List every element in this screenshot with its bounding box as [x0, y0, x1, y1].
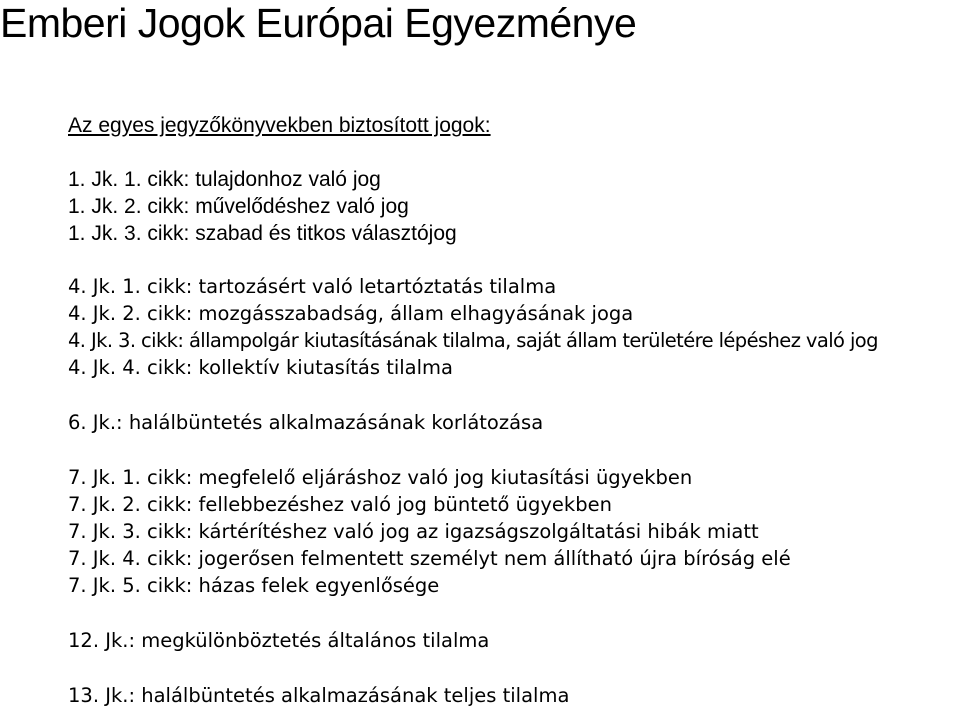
protocol-13-list	[68, 682, 569, 709]
list-item: 4. Jk. 3. cikk: állampolgár kiutasításának tilalma, saját állam területére lépéshez való jog	[68, 329, 878, 352]
list-item: 13. Jk.: halálbüntetés alkalmazásának teljes tilalma	[68, 684, 570, 707]
list-item: 1. Jk. 1. cikk: tulajdonhoz való jog	[68, 168, 381, 191]
list-item: 7. Jk. 3. cikk: kártérítéshez való jog az igazságszolgáltatási hibák miatt	[68, 520, 759, 543]
list-item: 7. Jk. 4. cikk: jogerősen felmentett személyt nem állítható újra bíróság elé	[68, 547, 791, 570]
list-item: 7. Jk. 2. cikk: fellebbezéshez való jog büntető ügyekben	[68, 493, 612, 516]
list-item: 12. Jk.: megkülönböztetés általános tilalma	[68, 629, 490, 652]
protocol-1-list	[68, 166, 457, 247]
list-item: 4. Jk. 1. cikk: tartozásért való letartóztatás tilalma	[68, 275, 557, 298]
list-item: 7. Jk. 5. cikk: házas felek egyenlősége	[68, 574, 440, 597]
list-item: 6. Jk.: halálbüntetés alkalmazásának korlátozása	[68, 411, 544, 434]
list-item: 4. Jk. 2. cikk: mozgásszabadság, állam elhagyásának joga	[68, 302, 634, 325]
section-heading: Az egyes jegyzőkönyvekben biztosított jogok:	[68, 114, 491, 137]
list-item: 7. Jk. 1. cikk: megfelelő eljáráshoz való jog kiutasítási ügyekben	[68, 466, 693, 489]
list-item: 4. Jk. 4. cikk: kollektív kiutasítás tilalma	[68, 356, 453, 379]
protocol-4-list	[68, 273, 878, 381]
protocol-12-list	[68, 627, 489, 654]
protocol-7-list	[68, 464, 791, 599]
protocol-6-list	[68, 409, 543, 436]
list-item: 1. Jk. 3. cikk: szabad és titkos választójog	[68, 222, 457, 245]
page-title: Emberi Jogok Európai Egyezménye	[0, 0, 637, 46]
list-item: 1. Jk. 2. cikk: művelődéshez való jog	[68, 195, 409, 218]
